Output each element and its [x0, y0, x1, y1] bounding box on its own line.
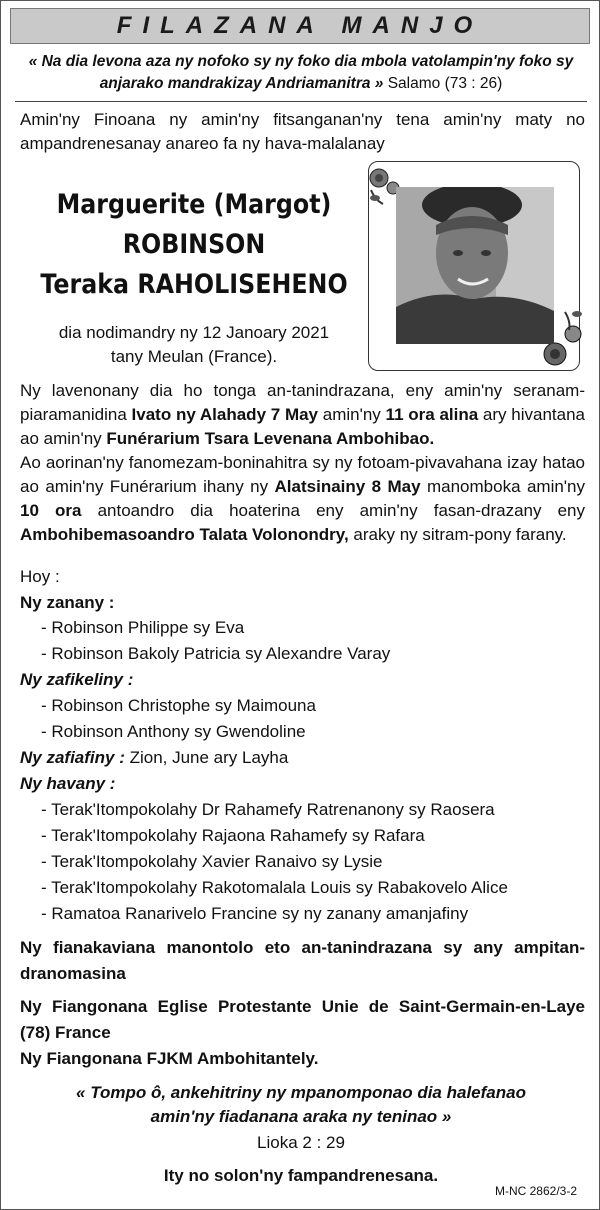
- portrait-image: [396, 187, 554, 344]
- deceased-name-line1: Marguerite (Margot): [56, 189, 332, 220]
- arrival-date: Ivato ny Alahady 7 May: [131, 405, 319, 424]
- list-item: - Robinson Anthony sy Gwendoline: [41, 722, 306, 741]
- funeral-text: Ao aorinan'ny fanomezam-boninahitra sy ny fotoam-pivavahana izay hatao ao amin'ny Funérarium ihany ny: [20, 453, 585, 496]
- hoy-label: Hoy :: [20, 567, 60, 586]
- funeral-text: manomboka amin'ny: [420, 477, 585, 496]
- closing-statement: Ity no solon'ny fampandrenesana.: [163, 1166, 439, 1185]
- reference-code: M-NC 2862/3-2: [494, 1184, 577, 1198]
- intro-text: Amin'ny Finoana ny amin'ny fitsanganan'ny tena amin'ny maty no ampandrenesanay anareo fa ny hava-malalanay: [20, 110, 585, 153]
- portrait-photo: [396, 187, 554, 344]
- closing-quote-ref: Lioka 2 : 29: [257, 1133, 345, 1152]
- list-item: - Terak'Itompokolahy Rakotomalala Louis sy Rabakovelo Alice: [41, 878, 508, 897]
- funeral-paragraph-1: [20, 379, 585, 451]
- death-date: dia nodimandry ny 12 Janoary 2021: [58, 323, 330, 342]
- funeral-text: amin'ny: [318, 405, 386, 424]
- funeral-paragraph-2: [20, 451, 585, 547]
- burial-date: Alatsinainy 8 May: [274, 477, 421, 496]
- grandchildren-label: Ny zafikeliny :: [20, 670, 134, 689]
- list-item: - Terak'Itompokolahy Rajaona Rahamefy sy Rafara: [41, 826, 425, 845]
- deceased-maiden-name: Teraka RAHOLISEHENO: [40, 269, 348, 300]
- list-item: - Terak'Itompokolahy Xavier Ranaivo sy Lysie: [41, 852, 383, 871]
- death-place: tany Meulan (France).: [110, 347, 278, 366]
- list-item: - Ramatoa Ranarivelo Francine sy ny zanany amanjafiny: [41, 904, 469, 923]
- funeral-text: ary hivantana ao amin'ny: [20, 405, 585, 448]
- psalm-quote-ref: Salamo (73 : 26): [387, 75, 503, 92]
- burial-time: 10 ora: [20, 501, 82, 520]
- church-statement-2: Ny Fiangonana FJKM Ambohitantely.: [20, 1049, 319, 1068]
- funeral-text: antoandro dia hoaterina eny amin'ny fasan-drazany eny: [81, 501, 586, 520]
- great-grandchildren-names: Zion, June ary Layha: [124, 748, 289, 767]
- relatives-label: Ny havany :: [20, 774, 116, 793]
- list-item: - Robinson Bakoly Patricia sy Alexandre Varay: [41, 644, 391, 663]
- closing-quote-line2: amin'ny fiadanana araka ny teninao »: [150, 1107, 452, 1126]
- funeral-text: araky ny sitram-pony farany.: [348, 525, 567, 544]
- arrival-time: 11 ora alina: [385, 405, 479, 424]
- deceased-name-line2: ROBINSON: [122, 229, 266, 260]
- psalm-quote-text: « Na dia levona aza ny nofoko sy ny foko dia mbola vatolampin'ny foko sy anjarako mandrakizay Andriamanitra »: [28, 53, 574, 92]
- list-item: - Terak'Itompokolahy Dr Rahamefy Ratrenanony sy Raosera: [41, 800, 495, 819]
- psalm-quote: [15, 51, 587, 95]
- divider: [15, 101, 587, 102]
- great-grandchildren-label: Ny zafiafiny :: [20, 748, 125, 767]
- family-statement: Ny fianakaviana manontolo eto an-tanindrazana sy any ampitan-dranomasina: [20, 938, 585, 983]
- burial-place: Ambohibemasoandro Talata Volonondry,: [20, 525, 349, 544]
- notice-header: FILAZANA MANJO: [10, 8, 590, 44]
- funeral-home: Funérarium Tsara Levenana Ambohibao.: [106, 429, 435, 448]
- list-item: - Robinson Philippe sy Eva: [41, 618, 245, 637]
- church-statement-1: Ny Fiangonana Eglise Protestante Unie de Saint-Germain-en-Laye (78) France: [20, 997, 585, 1042]
- funeral-text: Ny lavenonany dia ho tonga an-tanindrazana, eny amin'ny seranam-piaramanidina: [20, 381, 585, 424]
- children-label: Ny zanany :: [20, 593, 115, 612]
- great-grandchildren-line: [20, 745, 288, 771]
- list-item: - Robinson Christophe sy Maimouna: [41, 696, 316, 715]
- closing-quote-line1: « Tompo ô, ankehitriny ny mpanomponao dia halefanao: [76, 1083, 526, 1102]
